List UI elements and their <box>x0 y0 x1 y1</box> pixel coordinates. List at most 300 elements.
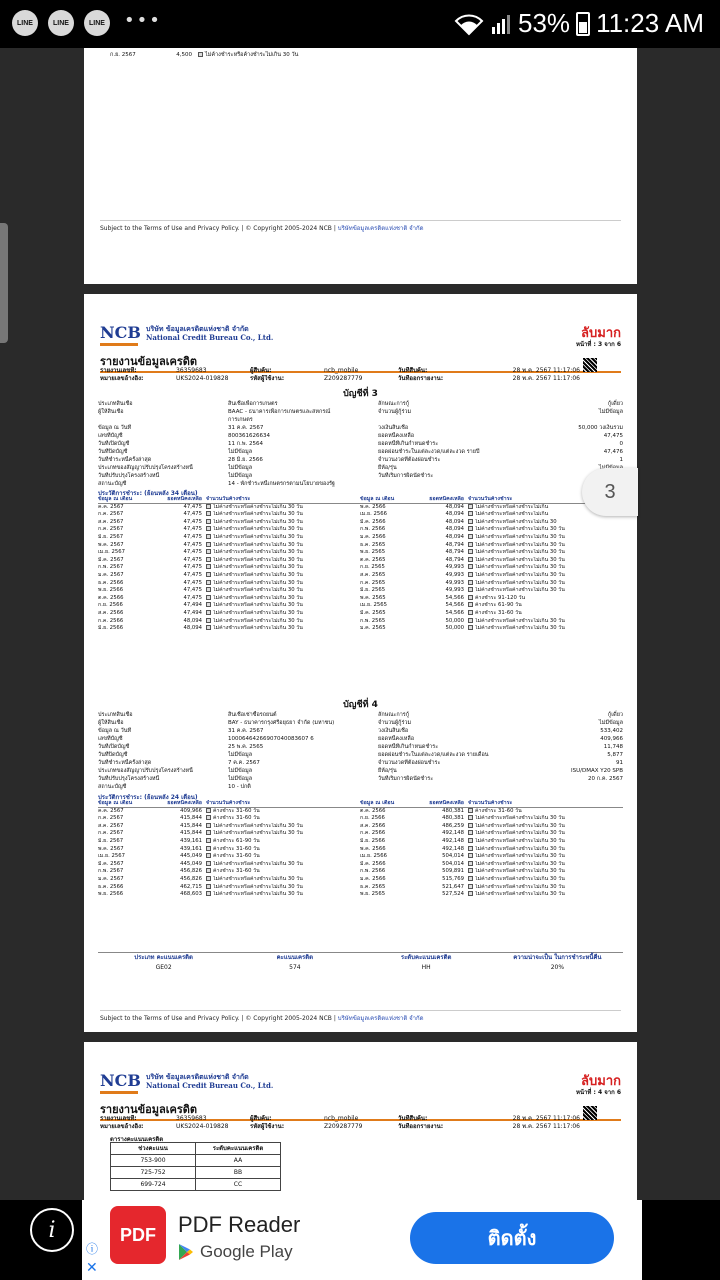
detail-cell <box>518 416 623 424</box>
month-cell: พ.ค. 2566 <box>360 503 386 510</box>
balance-cell: 48,794 <box>445 549 464 556</box>
status-cell: ไม่ค้างชำระหรือค้างชำระไม่เกิน 30 วัน <box>213 883 303 890</box>
history-entry <box>360 580 622 588</box>
meta-label: วันที่ออกรายงาน: <box>398 375 444 382</box>
status-checkbox-icon <box>206 808 211 813</box>
detail-cell: วันที่ชำระหนี้ครั้งล่าสุด <box>98 760 152 766</box>
history-entry <box>360 625 622 633</box>
status-group <box>468 542 622 550</box>
status-checkbox-icon <box>206 526 211 531</box>
status-group <box>468 557 622 565</box>
history-entry <box>98 549 360 557</box>
balance-cell: 521,647 <box>442 883 464 890</box>
month-cell: ก.ค. 2567 <box>98 830 124 837</box>
detail-cell: ไม่มีข้อมูล <box>228 752 253 758</box>
score-header: ระดับคะแนนเครดิต <box>400 954 452 961</box>
score-range-table <box>110 1142 281 1191</box>
status-group <box>206 891 360 899</box>
detail-cell: จำนวนผู้กู้ร่วม <box>378 409 412 415</box>
month-cell: ต.ค. 2566 <box>360 807 386 814</box>
status-checkbox-icon <box>206 595 211 600</box>
status-checkbox-icon <box>206 868 211 873</box>
search-date: 28 พ.ค. 2567 11:17:06 <box>512 1115 580 1122</box>
status-group <box>206 595 360 603</box>
month-cell: มิ.ย. 2566 <box>360 837 386 844</box>
table-row <box>98 587 623 595</box>
meta-label: ผู้สืบค้น: <box>250 367 272 374</box>
history-entry <box>98 610 360 618</box>
status-group <box>468 610 622 618</box>
detail-cell: 47,475 <box>603 433 623 439</box>
detail-cell: ยอดหนี้คงเหลือ <box>378 736 415 742</box>
detail-cell: ประเภทของสัญญาปรับปรุงโครงสร้างหนี้ <box>98 465 193 471</box>
detail-cell: ไม่มีข้อมูล <box>598 720 623 726</box>
detail-cell <box>378 480 518 488</box>
table-row <box>98 564 623 572</box>
detail-cell: ลักษณะการกู้ <box>378 712 410 718</box>
history-entry <box>360 830 622 838</box>
history-entry <box>98 587 360 595</box>
status-checkbox-icon <box>468 580 473 585</box>
status-cell: ไม่ค้างชำระหรือค้างชำระไม่เกิน 30 วัน <box>475 845 565 852</box>
account-4-history-title: ประวัติการชำระ: (ย้อนหลัง 24 เดือน) <box>98 794 198 801</box>
status-group <box>468 823 622 831</box>
status-group <box>206 625 360 633</box>
detail-cell: ไม่มีข้อมูล <box>228 776 253 782</box>
status-checkbox-icon <box>206 876 211 881</box>
status-checkbox-icon <box>206 504 211 509</box>
month-cell: ก.ย. 2566 <box>360 815 385 822</box>
status-checkbox-icon <box>468 519 473 524</box>
detail-cell: สินเชื่อเช่าซื้อรถยนต์ <box>228 712 277 718</box>
detail-cell: ยอดผ่อนชำระในแต่ละงวด/แต่ละงวด รายเดือน <box>378 752 489 758</box>
detail-row <box>98 751 623 759</box>
table-row <box>98 549 623 557</box>
table-row <box>111 1143 281 1155</box>
battery-percent: 53% <box>518 8 571 38</box>
balance-cell: 50,000 <box>445 625 464 632</box>
history-entry <box>360 838 622 846</box>
table-row <box>98 557 623 565</box>
balance-cell: 47,475 <box>183 526 202 533</box>
month-cell: มี.ค. 2566 <box>360 860 386 867</box>
status-group <box>206 808 360 816</box>
history-header: ยอดหนี้คงเหลือ <box>429 800 464 806</box>
detail-row <box>98 719 623 727</box>
detail-row <box>98 408 623 416</box>
signal-icon <box>490 13 512 35</box>
status-cell: ไม่ค้างชำระหรือค้างชำระไม่เกิน 30 วัน <box>213 830 303 837</box>
report-meta <box>100 367 580 383</box>
status-checkbox-icon <box>206 549 211 554</box>
history-entry <box>360 549 622 557</box>
balance-cell: 49,993 <box>445 587 464 594</box>
status-cell: ไม่ค้างชำระหรือค้างชำระไม่เกิน <box>475 511 549 518</box>
table-row <box>98 572 623 580</box>
meta-label: รหัสผู้ใช้งาน: <box>250 375 285 382</box>
detail-cell: จำนวนผู้กู้ร่วม <box>378 720 412 726</box>
edge-panel-handle[interactable] <box>0 223 8 343</box>
status-cell: ไม่ค้างชำระหรือค้างชำระไม่เกิน 30 วัน <box>475 625 565 632</box>
info-icon[interactable]: i <box>30 1208 74 1252</box>
balance-cell: 54,566 <box>445 602 464 609</box>
detail-row <box>98 767 623 775</box>
meta-label: วันที่สืบค้น: <box>398 367 428 374</box>
history-entry <box>98 526 360 534</box>
close-ad-icon[interactable]: ✕ <box>86 1260 98 1276</box>
month-cell: เม.ย. 2567 <box>98 853 125 860</box>
meta-label: วันที่สืบค้น: <box>398 1115 428 1122</box>
status-group <box>206 838 360 846</box>
history-entry <box>98 830 360 838</box>
balance-cell: 47,475 <box>183 571 202 578</box>
balance-cell: 515,769 <box>442 875 464 882</box>
ad-title: PDF Reader <box>178 1212 301 1237</box>
table-row <box>98 610 623 618</box>
status-group <box>206 602 360 610</box>
account-4-title: บัญชีที่ 4 <box>343 700 378 710</box>
detail-row <box>98 464 623 472</box>
more-notifications-icon: ••• <box>124 9 162 31</box>
detail-cell: จำนวนงวดที่ต้องผ่อนชำระ <box>378 457 441 463</box>
balance-cell: 47,475 <box>183 503 202 510</box>
status-cell: ค้างชำระ 31-60 วัน <box>213 845 260 852</box>
issue-date: 28 พ.ค. 2567 11:17:06 <box>512 1123 580 1130</box>
page-number: หน้าที่ : 4 จาก 6 <box>575 1089 621 1096</box>
detail-cell: 1 <box>619 457 623 463</box>
month-cell: ค.ค. 2567 <box>98 503 124 510</box>
install-button[interactable]: ติดตั้ง <box>410 1212 614 1264</box>
status-checkbox-icon <box>468 884 473 889</box>
ad-card[interactable] <box>82 1200 642 1280</box>
status-group <box>206 853 360 861</box>
detail-cell: ยอดผ่อนชำระในแต่ละงวด/แต่ละงวด รายปี <box>378 449 480 455</box>
detail-cell: วันที่เริ่มการผิดนัดชำระ <box>378 473 434 479</box>
balance-cell: 48,794 <box>445 541 464 548</box>
detail-row <box>98 759 623 767</box>
month-cell: พ.ย. 2565 <box>360 549 386 556</box>
month-cell: มี.ค. 2567 <box>98 860 124 867</box>
table-row <box>98 542 623 550</box>
table-row <box>98 618 623 626</box>
status-cell: ค้างชำระ 91-120 วัน <box>475 594 526 601</box>
history-entry <box>360 564 622 572</box>
history-header-group <box>360 800 622 807</box>
detail-row <box>98 743 623 751</box>
status-checkbox-icon <box>468 846 473 851</box>
meta-label: หมายเลขอ้างอิง: <box>100 375 144 382</box>
status-cell: ไม่ค้างชำระหรือค้างชำระไม่เกิน 30 วัน <box>213 549 303 556</box>
history-entry <box>360 853 622 861</box>
status-cell: ไม่ค้างชำระหรือค้างชำระไม่เกิน 30 วัน <box>475 883 565 890</box>
status-checkbox-icon <box>468 868 473 873</box>
status-cell: ไม่ค้างชำระหรือค้างชำระไม่เกิน 30 วัน <box>475 571 565 578</box>
status-cell: ไม่ค้างชำระหรือค้างชำระไม่เกิน 30 วัน <box>213 526 303 533</box>
status-cell: ค้างชำระ 31-60 วัน <box>213 853 260 860</box>
history-entry <box>360 884 622 892</box>
status-group <box>468 846 622 854</box>
detail-cell: เลขที่บัญชี <box>98 433 123 439</box>
status-group <box>206 572 360 580</box>
status-group <box>468 815 622 823</box>
table-row <box>98 876 623 884</box>
month-cell: ส.ค. 2566 <box>360 822 386 829</box>
balance-cell: 47,494 <box>183 609 202 616</box>
balance-cell: 492,148 <box>442 837 464 844</box>
repayment-probability: 20% <box>550 964 565 971</box>
balance-cell: 49,993 <box>445 571 464 578</box>
status-group <box>468 519 622 527</box>
status-cell: ค้างชำระ 61-90 วัน <box>475 602 522 609</box>
company-name-th: บริษัท ข้อมูลเครดิตแห่งชาติ จำกัด <box>146 324 249 333</box>
footer-link[interactable]: บริษัทข้อมูลเครดิตแห่งชาติ จำกัด <box>337 225 424 232</box>
status-group <box>206 868 360 876</box>
table-row <box>98 823 623 831</box>
detail-cell: สินเชื่อเพื่อการเกษตร <box>228 401 278 407</box>
detail-row <box>98 472 623 480</box>
score-header: ประเภท คะแนนเครดิต <box>134 954 193 961</box>
report-title: รายงานข้อมูลเครดิต <box>100 352 621 373</box>
status-group <box>206 504 360 512</box>
history-entry <box>360 618 622 626</box>
detail-cell: ลักษณะการกู้ <box>378 401 410 407</box>
detail-row <box>98 711 623 719</box>
status-cell: ค้างชำระ 61-90 วัน <box>213 837 260 844</box>
history-entry <box>360 808 622 816</box>
status-checkbox-icon <box>468 602 473 607</box>
status-checkbox-icon <box>206 618 211 623</box>
history-entry <box>360 534 622 542</box>
table-cell: BB <box>196 1167 281 1179</box>
detail-cell: ยอดหนี้ที่เกินกำหนดชำระ <box>378 744 439 750</box>
footer-text: Subject to the Terms of Use and Privacy Policy. | © Copyright 2005-2024 NCB | <box>100 225 336 232</box>
status-checkbox-icon <box>206 572 211 577</box>
history-entry <box>98 564 360 572</box>
status-checkbox-icon <box>468 838 473 843</box>
detail-cell: กู้เดี่ยว <box>607 401 623 407</box>
footer-link[interactable]: บริษัทข้อมูลเครดิตแห่งชาติ จำกัด <box>337 1015 424 1022</box>
line-app-icon: LINE <box>48 10 74 36</box>
status-cell: ไม่ค้างชำระหรือค้างชำระไม่เกิน 30 วัน <box>213 617 303 624</box>
status-group <box>468 891 622 899</box>
status-checkbox-icon <box>468 815 473 820</box>
ad-store-name: Google Play <box>200 1242 293 1261</box>
history-header: ข้อมูล ณ เดือน <box>98 800 133 806</box>
pdf-viewer[interactable] <box>0 48 720 1200</box>
history-entry <box>98 823 360 831</box>
status-checkbox-icon <box>206 564 211 569</box>
table-row <box>98 846 623 854</box>
status-cell: ไม่ค้างชำระหรือค้างชำระไม่เกิน 30 วัน <box>213 541 303 548</box>
detail-cell: ไม่มีข้อมูล <box>228 449 253 455</box>
history-entry <box>360 868 622 876</box>
detail-cell: วันที่ปรับปรุงโครงสร้างหนี้ <box>98 776 160 782</box>
balance-cell: 47,475 <box>183 511 202 518</box>
status-cell: ไม่ค้างชำระหรือค้างชำระไม่เกิน 30 วัน <box>213 556 303 563</box>
status-checkbox-icon <box>468 511 473 516</box>
history-entry <box>98 808 360 816</box>
status-cell: ค้างชำระ 31-60 วัน <box>213 815 260 822</box>
status-group <box>468 884 622 892</box>
month-cell: ก.ย. 2567 <box>110 52 136 58</box>
history-entry <box>360 504 622 512</box>
table-row <box>98 526 623 534</box>
month-cell: ส.ค. 2567 <box>98 822 124 829</box>
balance-cell: 48,094 <box>445 518 464 525</box>
table-cell: CC <box>196 1179 281 1191</box>
detail-cell: ไม่มีข้อมูล <box>228 768 253 774</box>
detail-cell: 28 มิ.ย. 2566 <box>228 457 263 463</box>
history-entry <box>98 846 360 854</box>
month-cell: ม.ค. 2565 <box>360 625 386 632</box>
detail-cell: 91 <box>616 760 623 766</box>
history-header-group <box>98 496 360 503</box>
status-cell: ค้างชำระ 31-60 วัน <box>475 807 522 814</box>
month-cell: ธ.ค. 2566 <box>98 883 124 890</box>
balance-cell: 480,381 <box>442 815 464 822</box>
history-entry <box>360 526 622 534</box>
month-cell: ธ.ค. 2566 <box>98 579 124 586</box>
balance-cell: 462,715 <box>180 883 202 890</box>
status-group <box>206 823 360 831</box>
detail-cell: วันที่ปิดบัญชี <box>98 449 128 455</box>
issue-date: 28 พ.ค. 2567 11:17:06 <box>512 375 580 382</box>
month-cell: ก.ค. 2566 <box>360 830 386 837</box>
balance-cell: 48,094 <box>445 511 464 518</box>
history-entry <box>98 557 360 565</box>
page-indicator-badge[interactable]: 3 <box>582 468 638 516</box>
report-number: 36359683 <box>176 367 207 374</box>
status-group <box>468 526 622 534</box>
detail-cell: 31 ค.ค. 2567 <box>228 728 264 734</box>
line-app-icon: LINE <box>84 10 110 36</box>
table-cell: 753-900 <box>111 1155 196 1167</box>
history-entry <box>98 519 360 527</box>
balance-cell: 439,161 <box>180 845 202 852</box>
status-checkbox-icon <box>468 610 473 615</box>
status-group <box>468 572 622 580</box>
detail-cell: เลขที่บัญชี <box>98 736 123 742</box>
month-cell: ม.ค. 2567 <box>98 571 124 578</box>
table-row <box>111 1167 281 1179</box>
month-cell: มิ.ย. 2565 <box>360 587 386 594</box>
detail-cell <box>518 783 623 791</box>
score-header: คะแนนเครดิต <box>276 954 314 961</box>
score-header: ความน่าจะเป็น ในการชำระหนี้คืน <box>513 954 602 961</box>
status-group <box>206 618 360 626</box>
status-group <box>468 618 622 626</box>
balance-cell: 456,826 <box>180 868 202 875</box>
balance-cell: 468,603 <box>180 891 202 898</box>
table-row <box>98 580 623 588</box>
balance-cell: 409,966 <box>180 807 202 814</box>
detail-cell: 0 <box>619 441 623 447</box>
status-checkbox-icon <box>468 853 473 858</box>
month-cell: พ.ค. 2567 <box>98 541 124 548</box>
status-cell: ไม่ค้างชำระหรือค้างชำระไม่เกิน 30 วัน <box>213 609 303 616</box>
history-header-row <box>98 496 623 504</box>
month-cell: ค.ค. 2567 <box>98 807 124 814</box>
balance-cell: 47,475 <box>183 587 202 594</box>
detail-row <box>98 416 623 424</box>
status-cell: ไม่ค้างชำระหรือค้างชำระไม่เกิน 30 <box>475 518 557 525</box>
detail-cell: วันที่ปิดบัญชี <box>98 752 128 758</box>
status-group <box>206 564 360 572</box>
status-checkbox-icon <box>468 557 473 562</box>
status-checkbox-icon <box>468 587 473 592</box>
status-checkbox-icon <box>206 580 211 585</box>
qr-code <box>583 358 597 372</box>
history-entry <box>98 853 360 861</box>
history-header: ข้อมูล ณ เดือน <box>360 496 395 502</box>
status-group <box>468 830 622 838</box>
status-cell: ไม่ค้างชำระหรือค้างชำระไม่เกิน 30 วัน <box>475 579 565 586</box>
detail-cell: สถานะบัญชี <box>98 481 127 487</box>
status-cell: ไม่ค้างชำระหรือค้างชำระไม่เกิน 30 วัน <box>213 891 303 898</box>
reference-number: UKS2024-019828 <box>176 375 229 382</box>
meta-label: ผู้สืบค้น: <box>250 1115 272 1122</box>
detail-row <box>98 480 623 488</box>
balance-cell: 527,524 <box>442 891 464 898</box>
detail-cell: วันที่เปิดบัญชี <box>98 744 130 750</box>
month-cell: ก.ค. 2567 <box>98 511 124 518</box>
month-cell: เม.ย. 2565 <box>360 602 387 609</box>
status-cell: ไม่ค้างชำระหรือค้างชำระไม่เกิน 30 วัน <box>213 571 303 578</box>
table-row <box>98 534 623 542</box>
history-header: ยอดหนี้คงเหลือ <box>429 496 464 502</box>
status-group <box>206 861 360 869</box>
month-cell: ก.ค. 2567 <box>98 526 124 533</box>
status-group <box>468 602 622 610</box>
detail-row <box>98 448 623 456</box>
report-header <box>100 1068 621 1100</box>
credit-score-summary <box>98 952 623 973</box>
adchoices-icon[interactable]: ⓘ <box>86 1242 99 1256</box>
status-cell: ไม่ค้างชำระหรือค้างชำระไม่เกิน 30 วัน <box>213 594 303 601</box>
history-entry <box>98 838 360 846</box>
history-entry <box>360 846 622 854</box>
user-code: Z209287779 <box>324 1123 363 1130</box>
status-cell: ไม่ค้างชำระหรือค้างชำระไม่เกิน 30 วัน <box>475 875 565 882</box>
detail-cell: ยอดหนี้ที่เกินกำหนดชำระ <box>378 441 439 447</box>
company-name <box>146 1072 273 1090</box>
history-entry <box>360 610 622 618</box>
month-cell: ส.ค. 2567 <box>98 518 124 525</box>
account-3-history-title: ประวัติการชำระ: (ย้อนหลัง 34 เดือน) <box>98 490 198 497</box>
history-entry <box>360 542 622 550</box>
month-cell: มี.ค. 2567 <box>98 556 124 563</box>
balance-cell: 492,148 <box>442 830 464 837</box>
balance-cell: 486,259 <box>442 822 464 829</box>
status-checkbox-icon <box>468 595 473 600</box>
table-row <box>110 51 298 59</box>
detail-cell: ผู้ให้สินเชื่อ <box>98 409 124 415</box>
detail-cell: ผู้ให้สินเชื่อ <box>98 720 124 726</box>
month-cell: ม.ค. 2567 <box>98 875 124 882</box>
history-entry <box>360 587 622 595</box>
detail-row <box>98 727 623 735</box>
status-checkbox-icon <box>206 542 211 547</box>
status-cell: ไม่ค้างชำระหรือค้างชำระไม่เกิน 30 วัน <box>213 602 303 609</box>
status-group <box>206 830 360 838</box>
status-cell: ไม่ค้างชำระหรือค้างชำระไม่เกิน 30 วัน <box>475 830 565 837</box>
balance-cell: 49,993 <box>445 579 464 586</box>
pdf-page-3 <box>84 294 637 1032</box>
status-checkbox-icon <box>468 572 473 577</box>
month-cell: ส.ค. 2565 <box>360 571 386 578</box>
history-header: ยอดหนี้คงเหลือ <box>167 496 202 502</box>
status-checkbox-icon <box>206 519 211 524</box>
